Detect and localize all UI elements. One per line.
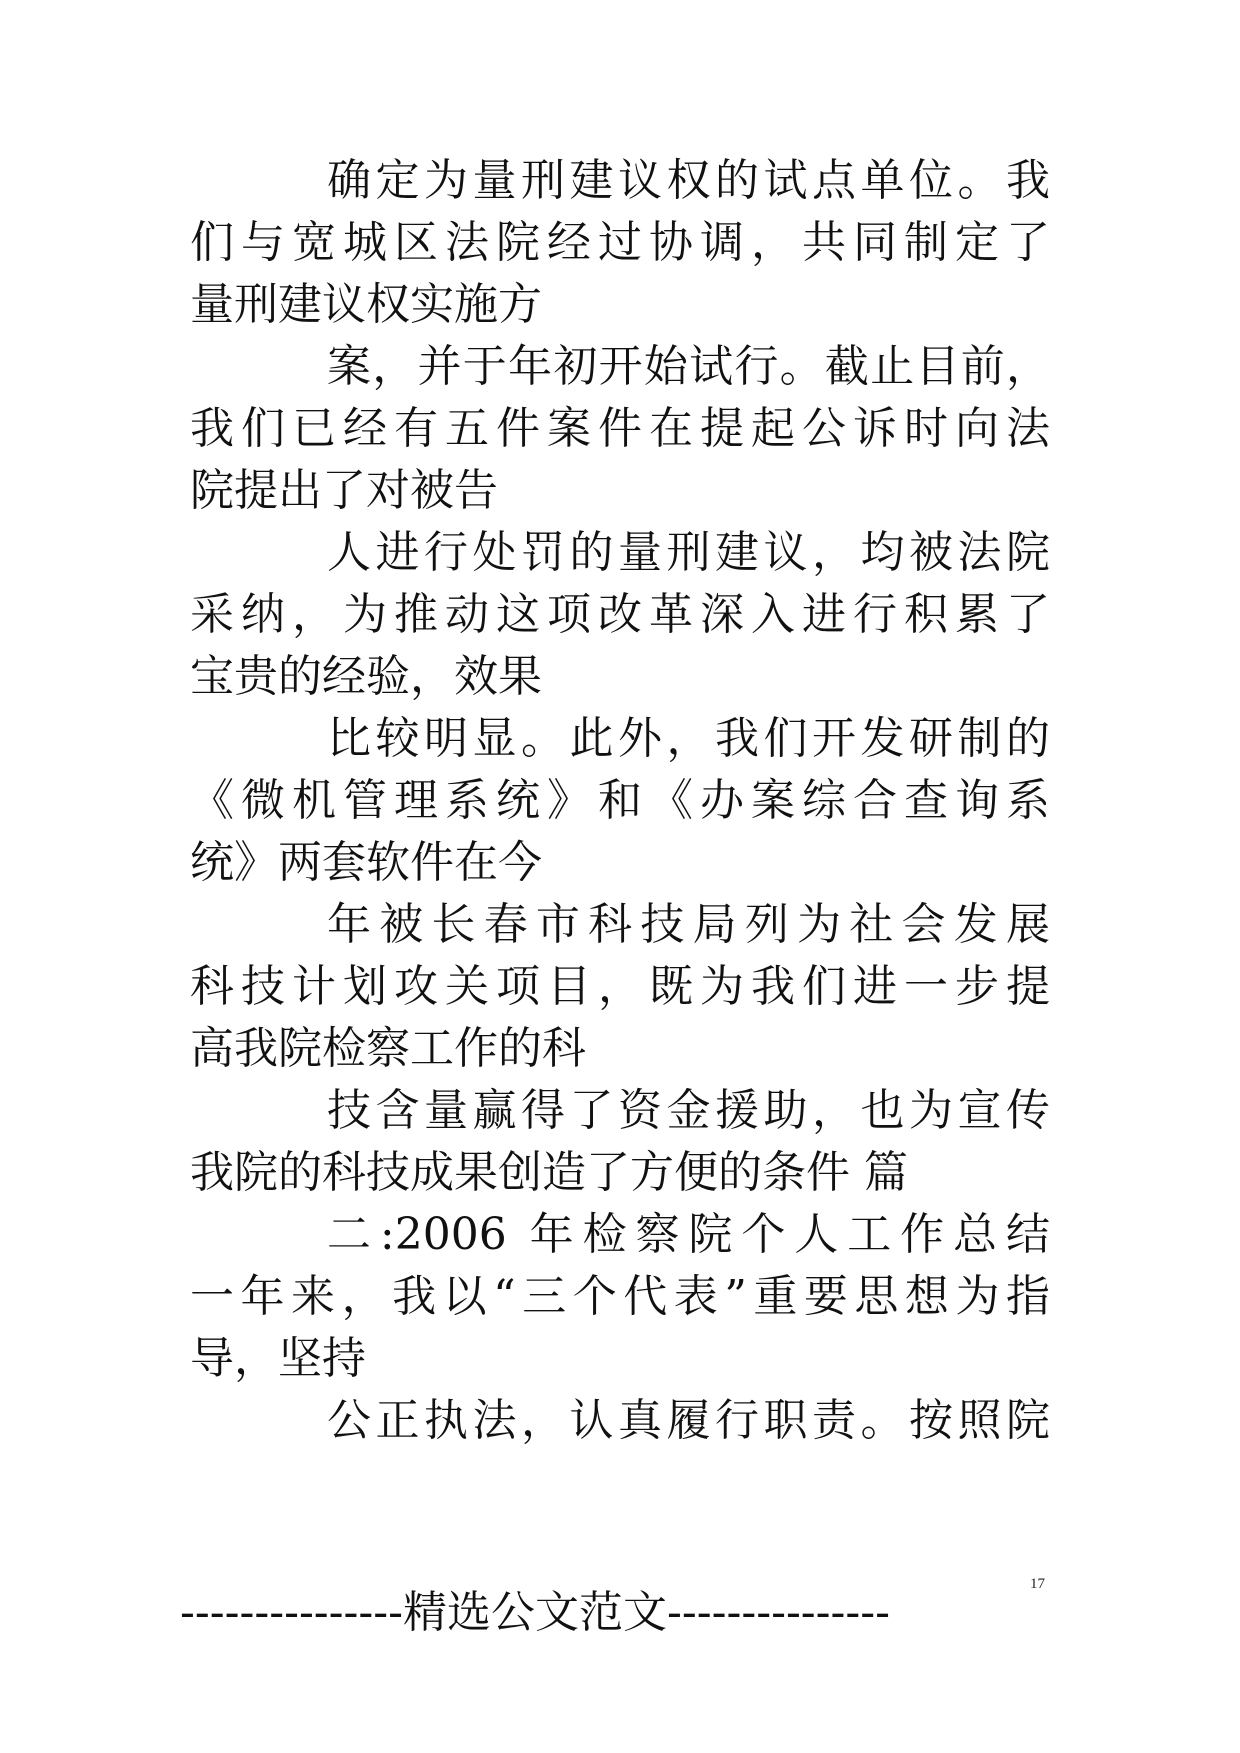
text-line: 量刑建议权实施方 [190,279,542,330]
text-line: 我院的科技成果创造了方便的条件 篇 [190,1147,908,1198]
page-number: 17 [1030,1576,1045,1592]
text-line: 高我院检察工作的科 [190,1023,586,1074]
text-line: 我们已经有五件案件在提起公诉时向法 [190,403,1050,454]
text-line: 公正执法，认真履行职责。按照院 [327,1395,1050,1446]
text-line: 导，坚持 [190,1333,366,1384]
text-line: 科技计划攻关项目，既为我们进一步提 [190,961,1050,1012]
text-line: 院提出了对被告 [190,465,498,516]
text-line: 们与宽城区法院经过协调，共同制定了 [190,217,1050,268]
text-line: 年被长春市科技局列为社会发展 [327,899,1050,950]
text-line: 二:2006 年检察院个人工作总结 [327,1209,1050,1260]
text-line: 技含量赢得了资金援助，也为宣传 [327,1085,1050,1136]
text-line: 宝贵的经验，效果 [190,651,542,702]
text-line: 一年来，我以“三个代表”重要思想为指 [190,1271,1050,1322]
text-line: 人进行处罚的量刑建议，均被法院 [327,527,1050,578]
text-line: 比较明显。此外，我们开发研制的 [327,713,1050,764]
text-line: 案，并于年初开始试行。截止目前， [327,341,1050,392]
page-footer: ---------------精选公文范文--------------- [180,1587,891,1638]
text-line: 统》两套软件在今 [190,837,542,888]
text-line: 确定为量刑建议权的试点单位。我 [327,155,1050,206]
text-line: 《微机管理系统》和《办案综合查询系 [190,775,1050,826]
body-text [190,150,1050,1452]
text-line: 采纳，为推动这项改革深入进行积累了 [190,589,1050,640]
